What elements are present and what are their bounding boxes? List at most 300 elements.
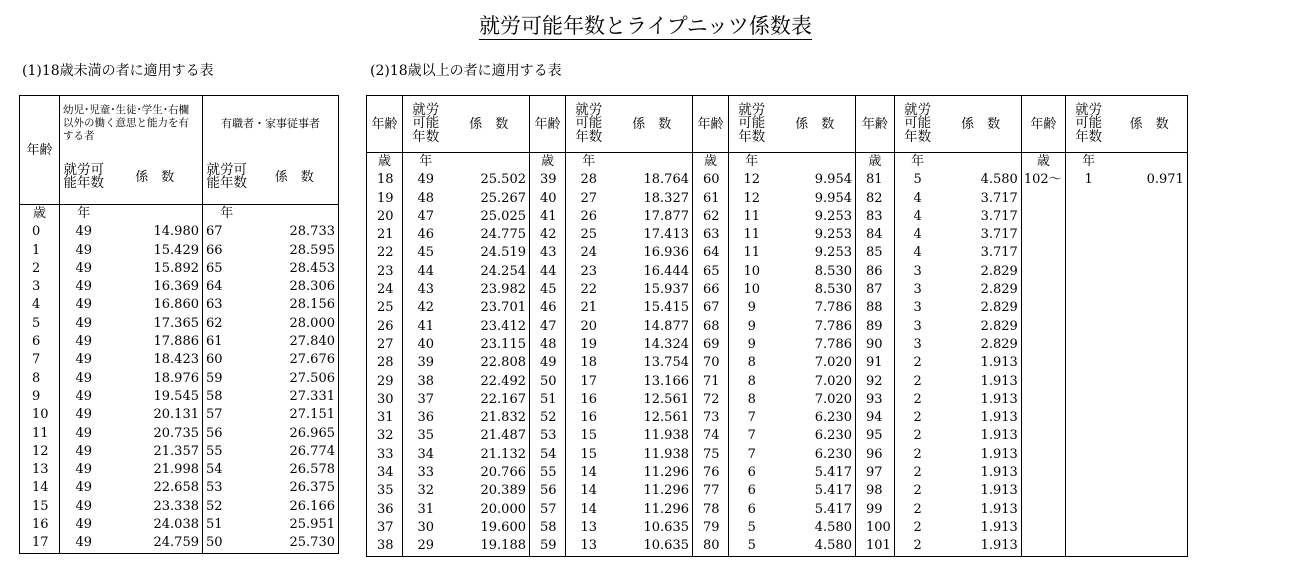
years-cell: 2 xyxy=(913,355,922,371)
coef-cell: 2.829 xyxy=(940,299,1021,317)
years-cell: 30 xyxy=(417,519,435,535)
unit-year: 年 xyxy=(745,154,759,169)
coef-cell: 25.267 xyxy=(449,190,530,208)
unit-age: 歳 xyxy=(20,205,60,224)
coef-cell: 19.188 xyxy=(449,537,530,556)
age-cell: 71 xyxy=(693,373,729,391)
age-cell xyxy=(1021,464,1065,482)
years-cell: 2 xyxy=(913,538,922,554)
coef-cell: 18.423 xyxy=(108,351,203,369)
unit-row xyxy=(367,153,1188,172)
age-cell: 67 xyxy=(693,299,729,317)
years-cell: 32 xyxy=(417,483,435,499)
coef-cell: 16.369 xyxy=(108,278,203,296)
years-cell: 49 xyxy=(417,172,435,188)
coef-cell: 19.545 xyxy=(108,388,203,406)
coef-cell xyxy=(1111,427,1187,445)
coef-cell xyxy=(1111,263,1187,281)
unit-cell xyxy=(775,153,856,172)
age-cell: 15 xyxy=(20,498,60,516)
age-cell: 35 xyxy=(367,482,403,500)
coef-cell: 17.365 xyxy=(108,315,203,333)
years-cell: 26 xyxy=(580,208,598,224)
coef-cell: 24.254 xyxy=(449,263,530,281)
coef-cell: 14.877 xyxy=(612,318,693,336)
years-cell: 42 xyxy=(417,300,435,316)
page-title: 就労可能年数とライプニッツ係数表 xyxy=(479,14,812,38)
table-row xyxy=(367,281,1188,299)
coef-cell: 1.913 xyxy=(940,373,1021,391)
years-cell: 49 xyxy=(75,242,93,258)
years-cell: 67 xyxy=(206,224,223,240)
years-cell: 43 xyxy=(417,282,435,298)
age-cell: 79 xyxy=(693,519,729,537)
table-row xyxy=(20,516,339,534)
years-header: 就労可能年数 xyxy=(60,151,108,205)
table-row xyxy=(367,427,1188,445)
age-cell: 97 xyxy=(856,464,895,482)
coef-cell: 4.580 xyxy=(775,537,856,556)
age-cell: 20 xyxy=(367,208,403,226)
table-row xyxy=(20,223,339,241)
coef-cell: 26.166 xyxy=(289,498,335,514)
table-row xyxy=(20,296,339,314)
age-cell: 47 xyxy=(530,318,566,336)
coef-cell: 8.530 xyxy=(775,281,856,299)
years-cell: 29 xyxy=(417,538,435,554)
years-cell: 56 xyxy=(206,425,223,441)
coef-cell: 7.786 xyxy=(775,336,856,354)
age-cell: 27 xyxy=(367,336,403,354)
table-row xyxy=(367,244,1188,262)
age-cell: 3 xyxy=(20,278,60,296)
coef-cell: 20.131 xyxy=(108,406,203,424)
years-header: 就労可能年数 xyxy=(1065,96,1111,153)
age-cell: 96 xyxy=(856,446,895,464)
coef-cell: 7.786 xyxy=(775,318,856,336)
age-cell: 101 xyxy=(856,537,895,556)
coef-header: 係 数 xyxy=(775,96,856,153)
age-cell: 34 xyxy=(367,464,403,482)
coef-cell: 3.717 xyxy=(940,208,1021,226)
years-cell xyxy=(1065,354,1111,372)
years-cell: 55 xyxy=(206,443,223,459)
coef-cell: 23.412 xyxy=(449,318,530,336)
age-cell: 94 xyxy=(856,409,895,427)
table-row xyxy=(367,208,1188,226)
coef-cell: 18.764 xyxy=(612,171,693,189)
age-cell xyxy=(1021,482,1065,500)
coef-cell: 11.938 xyxy=(612,427,693,445)
coef-cell: 7.786 xyxy=(775,299,856,317)
coef-cell: 25.951 xyxy=(289,517,335,533)
age-cell: 85 xyxy=(856,244,895,262)
years-cell: 52 xyxy=(206,498,223,514)
age-cell xyxy=(1021,354,1065,372)
coef-cell: 13.754 xyxy=(612,354,693,372)
years-cell: 54 xyxy=(206,462,223,478)
age-cell: 7 xyxy=(20,351,60,369)
years-cell: 23 xyxy=(580,263,598,279)
age-cell: 16 xyxy=(20,516,60,534)
coef-header: 係 数 xyxy=(449,96,530,153)
years-cell: 49 xyxy=(75,352,93,368)
years-cell: 12 xyxy=(743,172,761,188)
table-row xyxy=(20,498,339,516)
age-cell: 5 xyxy=(20,315,60,333)
coef-cell: 11.296 xyxy=(612,482,693,500)
coef-cell: 15.892 xyxy=(108,260,203,278)
coef-cell xyxy=(1111,299,1187,317)
years-cell: 8 xyxy=(747,391,756,407)
coef-cell: 7.020 xyxy=(775,391,856,409)
age-cell: 14 xyxy=(20,479,60,497)
age-cell: 62 xyxy=(693,208,729,226)
age-cell: 74 xyxy=(693,427,729,445)
age-cell: 65 xyxy=(693,263,729,281)
age-cell: 77 xyxy=(693,482,729,500)
years-cell: 25 xyxy=(580,227,598,243)
age-cell: 33 xyxy=(367,446,403,464)
years-cell: 16 xyxy=(580,410,598,426)
years-cell: 53 xyxy=(206,480,223,496)
age-cell: 58 xyxy=(530,519,566,537)
table-row xyxy=(20,443,339,461)
coef-cell: 3.717 xyxy=(940,226,1021,244)
coef-cell: 9.954 xyxy=(775,190,856,208)
coef-cell: 22.808 xyxy=(449,354,530,372)
coef-cell: 18.327 xyxy=(612,190,693,208)
years-cell: 50 xyxy=(206,535,223,551)
coef-cell: 28.733 xyxy=(289,224,335,240)
age-cell: 6 xyxy=(20,333,60,351)
age-cell: 45 xyxy=(530,281,566,299)
age-cell: 46 xyxy=(530,299,566,317)
coef-cell: 24.759 xyxy=(108,534,203,553)
coef-cell: 22.492 xyxy=(449,373,530,391)
coef-cell: 19.600 xyxy=(449,519,530,537)
age-cell: 13 xyxy=(20,461,60,479)
age-cell: 80 xyxy=(693,537,729,556)
years-cell: 17 xyxy=(580,373,598,389)
coef-cell xyxy=(1111,409,1187,427)
coef-cell: 17.877 xyxy=(612,208,693,226)
coef-cell: 22.167 xyxy=(449,391,530,409)
age-cell: 61 xyxy=(693,190,729,208)
age-cell: 23 xyxy=(367,263,403,281)
age-cell: 40 xyxy=(530,190,566,208)
years-cell: 49 xyxy=(75,480,93,496)
age-cell xyxy=(1021,427,1065,445)
years-cell xyxy=(1065,281,1111,299)
unit-year: 年 xyxy=(582,154,596,169)
years-cell: 49 xyxy=(75,334,93,350)
coef-cell: 16.936 xyxy=(612,244,693,262)
age-cell: 88 xyxy=(856,299,895,317)
coef-cell: 20.389 xyxy=(449,482,530,500)
years-cell: 3 xyxy=(913,263,922,279)
years-cell: 61 xyxy=(206,334,223,350)
age-cell: 82 xyxy=(856,190,895,208)
years-cell xyxy=(1065,464,1111,482)
coef-cell: 14.980 xyxy=(108,223,203,241)
table-row xyxy=(20,534,339,553)
coef-cell: 27.151 xyxy=(289,407,335,423)
years-cell: 13 xyxy=(580,538,598,554)
years-cell: 49 xyxy=(75,297,93,313)
age-cell: 2 xyxy=(20,260,60,278)
age-cell: 53 xyxy=(530,427,566,445)
coef-cell: 7.020 xyxy=(775,354,856,372)
coef-cell xyxy=(1111,391,1187,409)
years-cell: 63 xyxy=(206,297,223,313)
table2-caption: (2)18歳以上の者に適用する表 xyxy=(370,63,562,79)
age-cell xyxy=(1021,519,1065,537)
coef-cell: 26.375 xyxy=(289,480,335,496)
table-row xyxy=(367,354,1188,372)
coef-cell: 25.730 xyxy=(289,535,335,551)
years-cell: 49 xyxy=(75,315,93,331)
coef-cell xyxy=(1111,354,1187,372)
coef-cell: 24.775 xyxy=(449,226,530,244)
coef-cell xyxy=(1111,281,1187,299)
table-row xyxy=(367,373,1188,391)
age-cell: 19 xyxy=(367,190,403,208)
coef-cell: 8.530 xyxy=(775,263,856,281)
age-cell: 54 xyxy=(530,446,566,464)
years-cell: 2 xyxy=(913,373,922,389)
years-cell: 11 xyxy=(743,245,761,261)
age-cell: 48 xyxy=(530,336,566,354)
years-cell: 14 xyxy=(580,465,598,481)
years-cell: 49 xyxy=(75,224,93,240)
age-header: 年齢 xyxy=(530,96,566,153)
coef-cell: 3.717 xyxy=(940,244,1021,262)
coef-cell: 2.829 xyxy=(940,263,1021,281)
years-cell: 3 xyxy=(913,336,922,352)
coef-header: 係 数 xyxy=(612,96,693,153)
coef-header: 係 数 xyxy=(1111,96,1187,153)
age-cell: 60 xyxy=(693,171,729,189)
age-cell: 21 xyxy=(367,226,403,244)
years-cell: 60 xyxy=(206,352,223,368)
age-cell xyxy=(1021,208,1065,226)
table1-caption: (1)18歳未満の者に適用する表 xyxy=(22,63,214,79)
age-header: 年齢 xyxy=(367,96,403,153)
age-cell: 26 xyxy=(367,318,403,336)
age-cell xyxy=(1021,446,1065,464)
coef-cell: 27.331 xyxy=(289,388,335,404)
years-cell: 62 xyxy=(206,315,223,331)
age-cell xyxy=(1021,281,1065,299)
coef-cell: 10.635 xyxy=(612,519,693,537)
table-row xyxy=(367,519,1188,537)
years-cell: 15 xyxy=(580,428,598,444)
coef-header: 係 数 xyxy=(940,96,1021,153)
coef-cell: 21.832 xyxy=(449,409,530,427)
years-cell xyxy=(1065,226,1111,244)
age-cell: 56 xyxy=(530,482,566,500)
coef-cell: 1.913 xyxy=(940,391,1021,409)
coef-cell xyxy=(1111,244,1187,262)
coef-cell: 20.735 xyxy=(108,425,203,443)
coef-cell: 2.829 xyxy=(940,336,1021,354)
unit-age: 歳 xyxy=(530,153,566,172)
coef-cell: 14.324 xyxy=(612,336,693,354)
years-cell: 5 xyxy=(747,519,756,535)
table-row xyxy=(367,263,1188,281)
coef-cell: 21.487 xyxy=(449,427,530,445)
years-cell: 7 xyxy=(747,446,756,462)
years-cell: 4 xyxy=(913,245,922,261)
years-cell: 8 xyxy=(747,355,756,371)
coef-cell: 28.453 xyxy=(289,260,335,276)
age-cell: 50 xyxy=(530,373,566,391)
age-cell: 90 xyxy=(856,336,895,354)
coef-cell: 2.829 xyxy=(940,318,1021,336)
age-cell: 29 xyxy=(367,373,403,391)
years-cell: 6 xyxy=(747,465,756,481)
years-cell: 8 xyxy=(747,373,756,389)
age-header: 年齢 xyxy=(20,96,60,205)
age-cell: 89 xyxy=(856,318,895,336)
age-cell xyxy=(1021,537,1065,556)
table-row xyxy=(367,190,1188,208)
table-row xyxy=(20,278,339,296)
unit-year: 年 xyxy=(419,154,433,169)
years-cell: 2 xyxy=(913,446,922,462)
years-cell: 6 xyxy=(747,501,756,517)
table-row xyxy=(367,171,1188,189)
coef-cell: 22.658 xyxy=(108,479,203,497)
coef-cell: 11.296 xyxy=(612,464,693,482)
years-cell: 27 xyxy=(580,190,598,206)
years-cell: 49 xyxy=(75,535,93,551)
table-row xyxy=(20,425,339,443)
age-cell: 38 xyxy=(367,537,403,556)
years-cell: 64 xyxy=(206,279,223,295)
coef-cell: 1.913 xyxy=(940,501,1021,519)
age-cell: 8 xyxy=(20,370,60,388)
table-row xyxy=(367,464,1188,482)
years-cell xyxy=(1065,391,1111,409)
age-cell: 30 xyxy=(367,391,403,409)
age-cell: 76 xyxy=(693,464,729,482)
group1-header: 幼児･児童･生徒･学生･右欄以外の働く意思と能力を有する者 xyxy=(60,96,203,151)
coef-cell xyxy=(1111,501,1187,519)
coef-cell: 12.561 xyxy=(612,409,693,427)
years-cell: 58 xyxy=(206,388,223,404)
years-cell xyxy=(1065,190,1111,208)
age-cell: 11 xyxy=(20,425,60,443)
years-cell: 11 xyxy=(743,227,761,243)
age-header: 年齢 xyxy=(1021,96,1065,153)
age-cell: 91 xyxy=(856,354,895,372)
years-cell: 20 xyxy=(580,318,598,334)
coef-cell: 17.886 xyxy=(108,333,203,351)
years-cell: 57 xyxy=(206,407,223,423)
years-cell: 37 xyxy=(417,391,435,407)
coef-cell: 16.860 xyxy=(108,296,203,314)
coef-cell: 23.982 xyxy=(449,281,530,299)
table-row xyxy=(20,242,339,260)
age-cell: 37 xyxy=(367,519,403,537)
age-cell: 86 xyxy=(856,263,895,281)
coef-cell: 18.976 xyxy=(108,370,203,388)
years-header: 就労可能年数 xyxy=(729,96,775,153)
unit-age: 歳 xyxy=(693,153,729,172)
coef-cell: 11.296 xyxy=(612,501,693,519)
years-cell: 5 xyxy=(747,538,756,554)
years-cell xyxy=(1065,501,1111,519)
years-cell: 13 xyxy=(580,519,598,535)
coef-cell: 28.306 xyxy=(289,279,335,295)
years-cell: 49 xyxy=(75,388,93,404)
age-cell: 81 xyxy=(856,171,895,189)
table-row xyxy=(367,299,1188,317)
coef-cell xyxy=(1111,336,1187,354)
coef-cell: 3.717 xyxy=(940,190,1021,208)
table-row xyxy=(20,333,339,351)
coef-cell: 2.829 xyxy=(940,281,1021,299)
unit-cell xyxy=(1111,153,1187,172)
years-cell: 10 xyxy=(743,282,761,298)
coef-header: 係 数 xyxy=(108,151,203,205)
years-cell: 3 xyxy=(913,300,922,316)
years-cell: 49 xyxy=(75,425,93,441)
years-cell: 9 xyxy=(747,300,756,316)
age-cell: 98 xyxy=(856,482,895,500)
coef-cell: 0.971 xyxy=(1146,172,1184,188)
coef-cell: 21.357 xyxy=(108,443,203,461)
years-header: 就労可能年数 xyxy=(403,96,449,153)
unit-age: 歳 xyxy=(367,153,403,172)
years-cell xyxy=(1065,318,1111,336)
years-cell: 5 xyxy=(913,172,922,188)
coef-cell: 23.115 xyxy=(449,336,530,354)
table-row xyxy=(20,479,339,497)
years-cell: 4 xyxy=(913,227,922,243)
coef-cell: 6.230 xyxy=(775,446,856,464)
years-cell: 11 xyxy=(743,208,761,224)
years-cell xyxy=(1065,519,1111,537)
coef-cell: 13.166 xyxy=(612,373,693,391)
age-cell: 49 xyxy=(530,354,566,372)
age-cell: 66 xyxy=(693,281,729,299)
coef-cell: 26.774 xyxy=(289,443,335,459)
coef-cell: 27.676 xyxy=(289,352,335,368)
age-cell: 68 xyxy=(693,318,729,336)
years-cell: 40 xyxy=(417,336,435,352)
age-cell: 0 xyxy=(20,223,60,241)
coef-cell: 27.506 xyxy=(289,370,335,386)
table-row xyxy=(367,482,1188,500)
age-cell xyxy=(1021,336,1065,354)
years-cell: 3 xyxy=(913,318,922,334)
age-cell: 59 xyxy=(530,537,566,556)
years-cell: 2 xyxy=(913,465,922,481)
years-cell: 45 xyxy=(417,245,435,261)
years-cell: 2 xyxy=(913,428,922,444)
years-cell: 2 xyxy=(913,410,922,426)
table-row xyxy=(367,226,1188,244)
years-cell xyxy=(1065,427,1111,445)
age-cell: 52 xyxy=(530,409,566,427)
years-cell: 48 xyxy=(417,190,435,206)
years-cell: 65 xyxy=(206,260,223,276)
age-cell: 28 xyxy=(367,354,403,372)
years-cell: 33 xyxy=(417,465,435,481)
